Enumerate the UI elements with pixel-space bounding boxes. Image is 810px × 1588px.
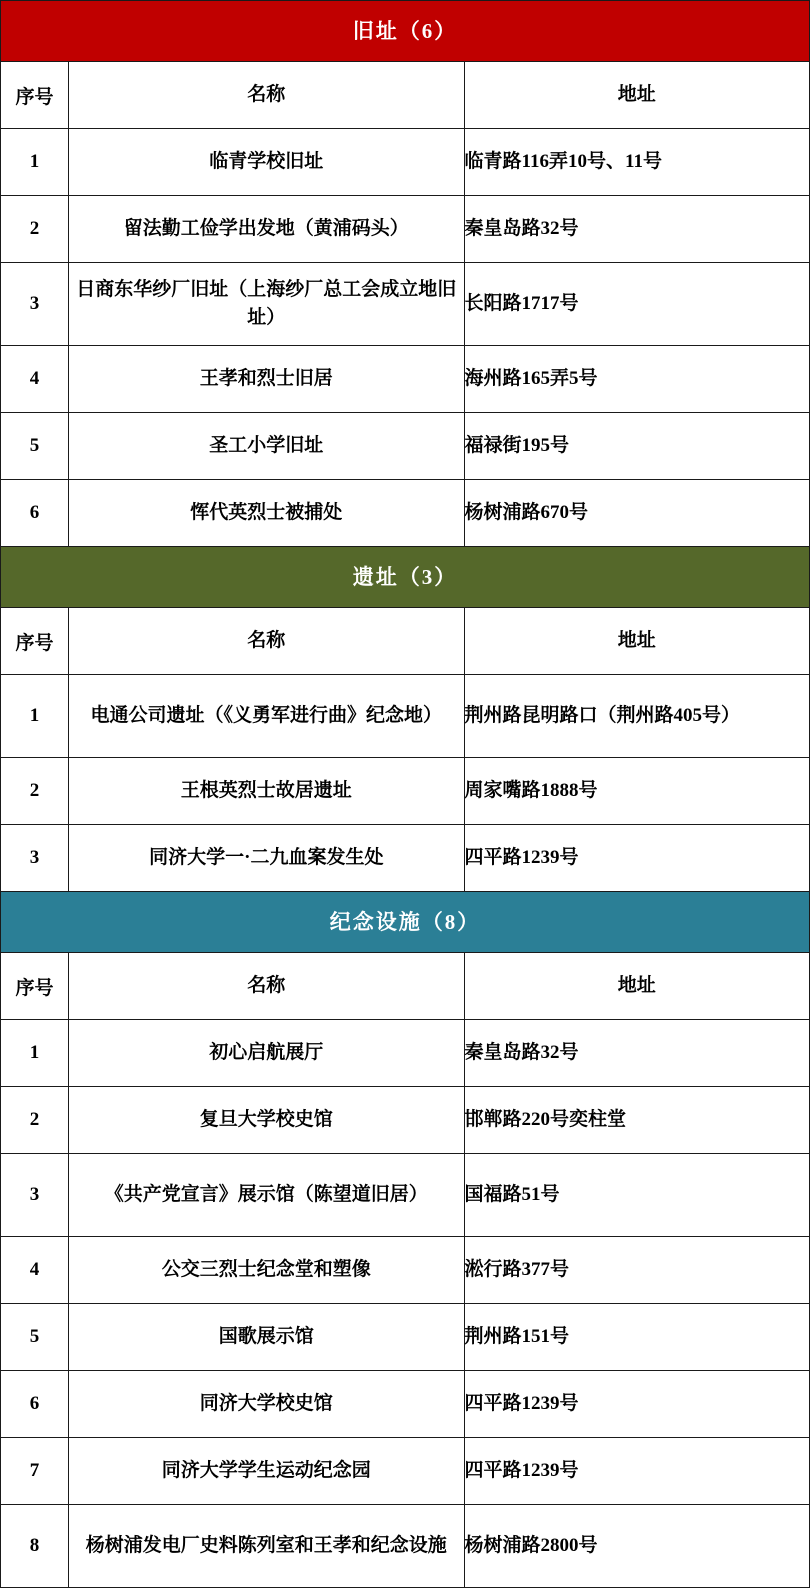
section-title: 纪念设施（8） — [1, 892, 810, 953]
table-row — [1, 1087, 810, 1154]
column-header-name: 名称 — [69, 608, 464, 675]
table-row — [1, 263, 810, 346]
table-row — [1, 1371, 810, 1438]
column-header-address: 地址 — [464, 62, 809, 129]
site-address: 国福路51号 — [464, 1154, 809, 1237]
row-index: 1 — [1, 129, 69, 196]
site-name: 同济大学一·二九血案发生处 — [69, 825, 464, 892]
site-name: 王孝和烈士旧居 — [69, 346, 464, 413]
table-row — [1, 675, 810, 758]
site-address: 福禄街195号 — [464, 413, 809, 480]
site-name: 王根英烈士故居遗址 — [69, 758, 464, 825]
column-header-row — [1, 608, 810, 675]
site-name: 留法勤工俭学出发地（黄浦码头） — [69, 196, 464, 263]
row-index: 2 — [1, 758, 69, 825]
row-index: 3 — [1, 1154, 69, 1237]
table-row — [1, 196, 810, 263]
table-row — [1, 825, 810, 892]
site-address: 四平路1239号 — [464, 1371, 809, 1438]
site-address: 长阳路1717号 — [464, 263, 809, 346]
section-header-row — [1, 892, 810, 953]
table-row — [1, 480, 810, 547]
column-header-name: 名称 — [69, 62, 464, 129]
row-index: 6 — [1, 480, 69, 547]
column-header-no: 序号 — [1, 953, 69, 1020]
site-name: 恽代英烈士被捕处 — [69, 480, 464, 547]
site-address: 荆州路151号 — [464, 1304, 809, 1371]
row-index: 1 — [1, 675, 69, 758]
site-name: 国歌展示馆 — [69, 1304, 464, 1371]
site-address: 临青路116弄10号、11号 — [464, 129, 809, 196]
site-name: 初心启航展厅 — [69, 1020, 464, 1087]
site-address: 淞行路377号 — [464, 1237, 809, 1304]
site-address: 秦皇岛路32号 — [464, 1020, 809, 1087]
column-header-address: 地址 — [464, 608, 809, 675]
site-address: 邯郸路220号奕柱堂 — [464, 1087, 809, 1154]
site-address: 海州路165弄5号 — [464, 346, 809, 413]
table-row — [1, 346, 810, 413]
row-index: 2 — [1, 1087, 69, 1154]
table-row — [1, 1438, 810, 1505]
site-address: 荆州路昆明路口（荆州路405号） — [464, 675, 809, 758]
site-address: 杨树浦路670号 — [464, 480, 809, 547]
column-header-no: 序号 — [1, 608, 69, 675]
row-index: 7 — [1, 1438, 69, 1505]
section-title: 旧址（6） — [1, 1, 810, 62]
row-index: 8 — [1, 1505, 69, 1588]
row-index: 2 — [1, 196, 69, 263]
site-address: 四平路1239号 — [464, 1438, 809, 1505]
section-header-row — [1, 547, 810, 608]
table-row — [1, 413, 810, 480]
table-row — [1, 1154, 810, 1237]
column-header-row — [1, 62, 810, 129]
table-row — [1, 1020, 810, 1087]
site-name: 同济大学校史馆 — [69, 1371, 464, 1438]
site-name: 公交三烈士纪念堂和塑像 — [69, 1237, 464, 1304]
table-row — [1, 129, 810, 196]
column-header-name: 名称 — [69, 953, 464, 1020]
column-header-address: 地址 — [464, 953, 809, 1020]
table-row — [1, 1505, 810, 1588]
site-name: 复旦大学校史馆 — [69, 1087, 464, 1154]
table-row — [1, 1304, 810, 1371]
row-index: 4 — [1, 1237, 69, 1304]
site-name: 电通公司遗址（《义勇军进行曲》纪念地） — [69, 675, 464, 758]
row-index: 4 — [1, 346, 69, 413]
site-name: 圣工小学旧址 — [69, 413, 464, 480]
table-row — [1, 758, 810, 825]
site-name: 杨树浦发电厂史料陈列室和王孝和纪念设施 — [69, 1505, 464, 1588]
section-title: 遗址（3） — [1, 547, 810, 608]
site-name: 日商东华纱厂旧址（上海纱厂总工会成立地旧址） — [69, 263, 464, 346]
site-name: 临青学校旧址 — [69, 129, 464, 196]
site-address: 秦皇岛路32号 — [464, 196, 809, 263]
row-index: 5 — [1, 413, 69, 480]
row-index: 1 — [1, 1020, 69, 1087]
site-address: 周家嘴路1888号 — [464, 758, 809, 825]
row-index: 3 — [1, 263, 69, 346]
column-header-row — [1, 953, 810, 1020]
row-index: 5 — [1, 1304, 69, 1371]
section-header-row — [1, 1, 810, 62]
row-index: 6 — [1, 1371, 69, 1438]
column-header-no: 序号 — [1, 62, 69, 129]
table-row — [1, 1237, 810, 1304]
sites-table-body — [1, 1, 810, 1588]
site-address: 杨树浦路2800号 — [464, 1505, 809, 1588]
site-name: 同济大学学生运动纪念园 — [69, 1438, 464, 1505]
site-address: 四平路1239号 — [464, 825, 809, 892]
row-index: 3 — [1, 825, 69, 892]
site-name: 《共产党宣言》展示馆（陈望道旧居） — [69, 1154, 464, 1237]
